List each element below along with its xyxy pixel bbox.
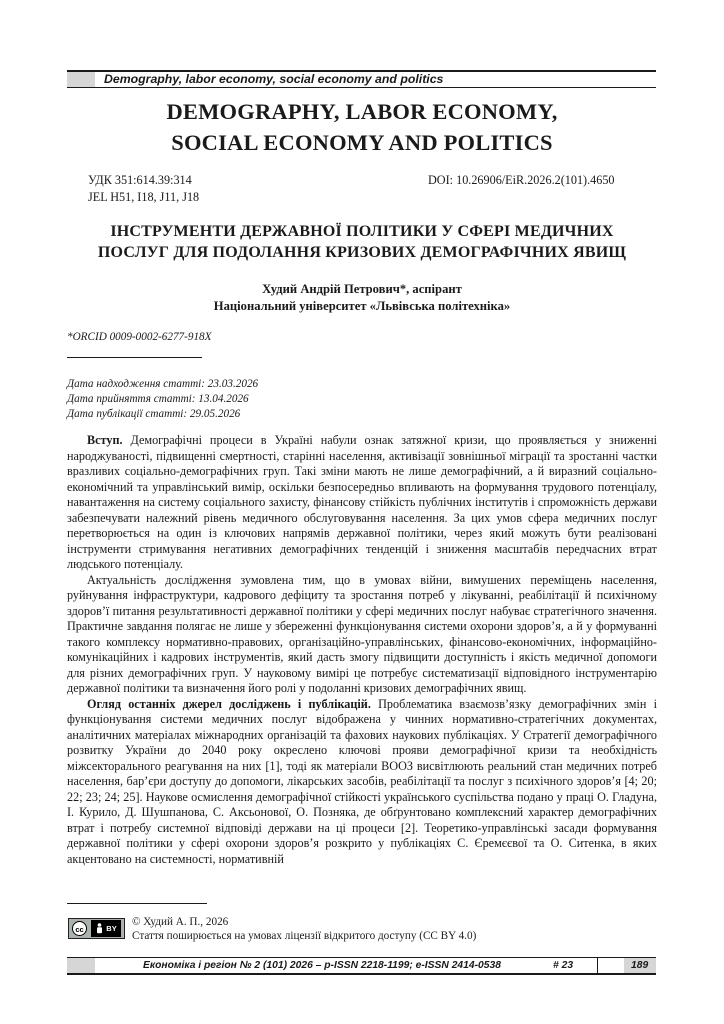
page-number: 189	[631, 960, 649, 971]
jel-codes: JEL H51, I18, J11, J18	[88, 190, 200, 204]
date-published: Дата публікації статті: 29.05.2026	[67, 408, 241, 420]
paragraph-text: Демографічні процеси в Україні набули ознак затяжної кризи, що проявляється у зниженні народжуваності, підвищенні смертності, старінні населення, активізації зовнішньої міграції та зростанні частки вразливих соціально-демографічних груп. Такі зміни мають не лише демографічний, а й виразний соціально-економічний та управлінський вимір, оскільки безпосередньо впливають на формування трудового потенціалу, навантаження на систему соціального захисту, фінансову стійкість публічних інститутів і спроможність держави забезпечувати належний рівень медичного обслуговування населення. За цих умов сфера медичних послуг перетворюється на один із ключових напрямів державної політики, через який можуть бути реалізовані інструменти стримування негативних демографічних тенденцій і зниження масштабів передчасних втрат людського потенціалу.	[67, 433, 657, 571]
copyright: © Худий А. П., 2026	[132, 916, 229, 928]
person-icon	[95, 923, 104, 934]
section-title	[67, 96, 657, 158]
footer-separator	[597, 958, 598, 973]
cc-by-license-icon	[68, 918, 125, 939]
paragraph-introduction	[67, 433, 657, 573]
license-block	[132, 916, 476, 943]
footnote-divider	[67, 903, 207, 904]
by-label: BY	[106, 924, 117, 933]
paragraph-relevance	[67, 573, 657, 697]
running-header-bar	[67, 70, 656, 88]
cc-icon: cc	[72, 921, 87, 936]
running-header: Demography, labor economy, social economy and politics	[104, 72, 444, 86]
author-affiliation: Національний університет «Львівська політехніка»	[213, 299, 511, 313]
journal-info: Економіка і регіон № 2 (101) 2026 – p-ISSN 2218-1199; e-ISSN 2414-0538	[143, 960, 501, 971]
paragraph-text: Проблематика взаємозв’язку демографічних змін і функціонування системи медичних послуг відображена у чинних нормативно-стратегічних документах, аналітичних матеріалах міжнародних організацій та фахових наукових публікаціях. У Стратегії демографічного розвитку України до 2040 року окреслено ключові прояви демографічної кризи та необхідність міжсекторального реагування на них [1], тоді як матеріали ВООЗ висвітлюють реальний стан медичних потреб населення, бар’єри доступу до допомоги, лікарських засобів, реабілітації та послуг з психічного здоров’я [4; 20; 22; 23; 24; 25]. Наукове осмислення демографічної стійкості українського суспільства подано у праці О. Гладуна, І. Курило, Д. Шушпанова, С. Аксьонової, О. Позняка, де обґрунтовано комплексний характер демографічних втрат і потребу системної відповіді держави на ці процеси [2]. Теоретико-управлінські засади формування державної політики у сфері охорони здоров’я розкрито у публікаціях С. Єремєєвої та О. Ситенка, в яких акцентовано на системності, нормативній	[67, 696, 657, 866]
orcid-divider	[67, 357, 202, 358]
article-title-line-1: ІНСТРУМЕНТИ ДЕРЖАВНОЇ ПОЛІТИКИ У СФЕРІ МЕДИЧНИХ	[110, 223, 614, 240]
paragraph-lead: Огляд останніх джерел досліджень і публікацій.	[87, 696, 371, 711]
paragraph-lead: Вступ.	[87, 433, 123, 447]
author-name: Худий Андрій Петрович*, аспірант	[262, 282, 462, 296]
article-title	[67, 221, 657, 263]
license-text: Стаття поширюється на умовах ліцензії відкритого доступу (CC BY 4.0)	[132, 929, 477, 942]
running-footer-bar	[67, 957, 656, 975]
udk-code: УДК 351:614.39:314	[88, 173, 192, 187]
paragraph-text: Актуальність дослідження зумовлена тим, що в умовах війни, вимушених переміщень населення, руйнування інфраструктури, кадрового дефіциту та зростання потреб у лікуванні, реабілітації й психічному здоров’ї питання результативності державної політики у сфері медичних послуг набуває стратегічного значення. Практичне завдання полягає не лише у збереженні функціонування системи охорони здоров’я, а й у формуванні такого комплексу нормативно-правових, організаційно-управлінських, фінансово-економічних, інформаційно-комунікаційних і кадрових інструментів, який дасть змогу підвищити доступність і якість медичної допомоги для різних демографічних груп. У науковому вимірі це потребує систематизації відповідного інструментарію державної політики та визначення його ролі у подоланні кризових демографічних явищ.	[67, 572, 657, 695]
section-title-line-2: SOCIAL ECONOMY AND POLITICS	[171, 130, 553, 155]
date-received: Дата надходження статті: 23.03.2026	[67, 378, 259, 390]
issue-number: # 23	[553, 960, 574, 971]
article-body	[67, 433, 657, 867]
orcid: *ORCID 0009-0002-6277-918X	[67, 331, 212, 343]
section-title-line-1: DEMOGRAPHY, LABOR ECONOMY,	[166, 99, 558, 124]
date-accepted: Дата прийняття статті: 13.04.2026	[67, 393, 249, 405]
by-icon	[91, 920, 121, 937]
author-block	[67, 281, 657, 315]
doi: DOI: 10.26906/EiR.2026.2(101).4650	[428, 173, 615, 187]
paragraph-literature-review	[67, 697, 657, 868]
article-title-line-2: ПОСЛУГ ДЛЯ ПОДОЛАННЯ КРИЗОВИХ ДЕМОГРАФІЧНИХ ЯВИЩ	[97, 244, 627, 261]
